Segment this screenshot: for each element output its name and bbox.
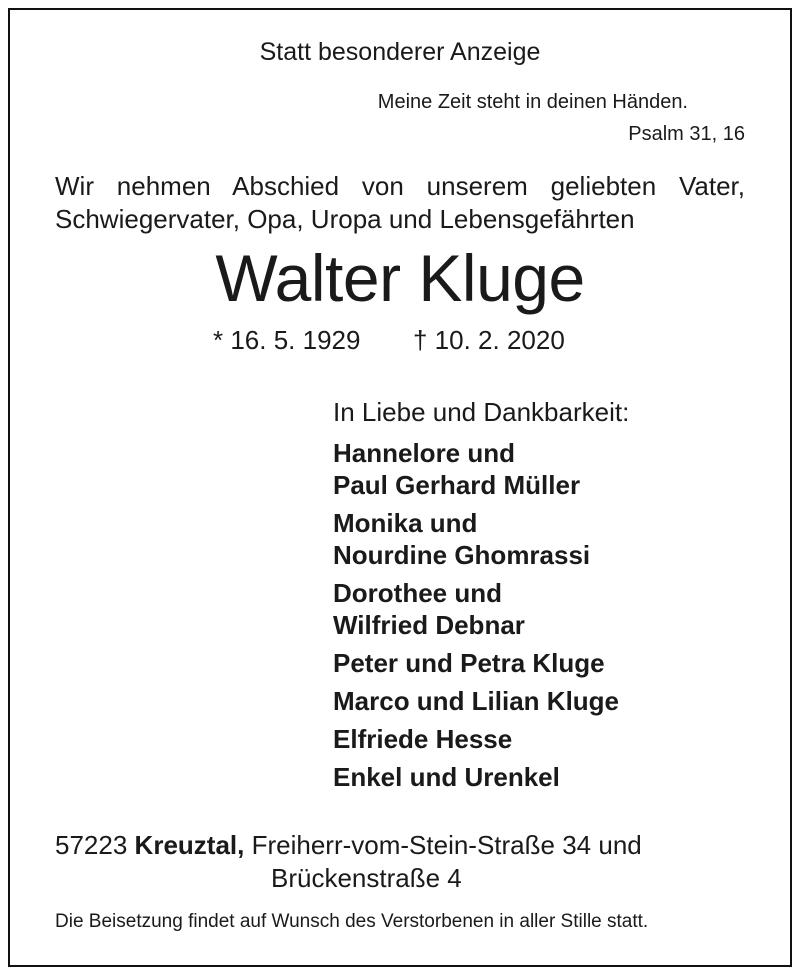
birth-date: * 16. 5. 1929 bbox=[213, 325, 361, 355]
mourner-name: Paul Gerhard Müller bbox=[333, 470, 581, 500]
mourner-name: Monika und bbox=[333, 508, 478, 538]
death-date: † 10. 2. 2020 bbox=[413, 325, 565, 355]
notice-heading: Statt besonderer Anzeige bbox=[259, 38, 541, 66]
postcode: 57223 bbox=[55, 830, 128, 860]
mourners-intro: In Liebe und Dankbarkeit: bbox=[333, 397, 630, 427]
address-line-1 bbox=[55, 830, 642, 861]
mourner-entry bbox=[333, 577, 619, 641]
mourner-name: Marco und Lilian Kluge bbox=[333, 686, 620, 716]
street-address: Freiherr-vom-Stein-Straße 34 und bbox=[251, 830, 642, 860]
farewell-text bbox=[55, 170, 745, 236]
farewell-line-2: Schwiegervater, Opa, Uropa und Lebensgefährten bbox=[55, 204, 635, 234]
mourner-entry bbox=[333, 723, 619, 755]
mourner-name: Peter und Petra Kluge bbox=[333, 648, 605, 678]
deceased-name: Walter Kluge bbox=[215, 241, 585, 315]
mourner-name: Elfriede Hesse bbox=[333, 724, 513, 754]
mourner-name: Nourdine Ghomrassi bbox=[333, 540, 591, 570]
psalm-reference: Psalm 31, 16 bbox=[628, 123, 745, 145]
psalm-quote: Meine Zeit steht in deinen Händen. bbox=[377, 91, 688, 113]
mourner-entry bbox=[333, 647, 619, 679]
mourner-entry bbox=[333, 507, 619, 571]
burial-note: Die Beisetzung findet auf Wunsch des Verstorbenen in aller Stille statt. bbox=[55, 911, 649, 932]
address-line-2: Brückenstraße 4 bbox=[271, 863, 462, 893]
mourner-entry bbox=[333, 437, 619, 501]
mourner-entry bbox=[333, 685, 619, 717]
farewell-line-1: Wir nehmen Abschied von unserem geliebten Vater, bbox=[55, 171, 745, 201]
mourner-name: Wilfried Debnar bbox=[333, 610, 525, 640]
mourner-name: Enkel und Urenkel bbox=[333, 762, 560, 792]
mourner-name: Dorothee und bbox=[333, 578, 502, 608]
mourner-entry bbox=[333, 761, 619, 793]
mourner-name: Hannelore und bbox=[333, 438, 516, 468]
city: Kreuztal, bbox=[134, 830, 245, 860]
mourners-list bbox=[333, 437, 619, 799]
